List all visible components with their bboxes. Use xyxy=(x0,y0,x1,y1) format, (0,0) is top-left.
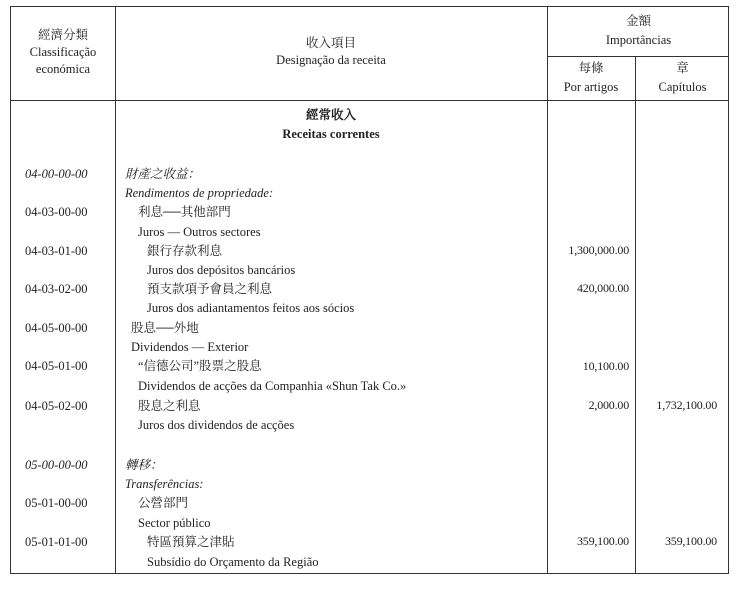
budget-table xyxy=(10,6,729,574)
row-designation-pt: Subsídio do Orçamento da Região xyxy=(147,555,319,569)
header-amounts-zh: 金額 xyxy=(625,14,651,28)
amount-capitulo: 359,100.00 xyxy=(664,534,717,548)
header-artigos-pt: Por artigos xyxy=(563,80,619,94)
amount-capitulo: 1,732,100.00 xyxy=(656,398,717,412)
row-code: 04-03-01-00 xyxy=(25,244,88,258)
amount-artigo: 10,100.00 xyxy=(582,359,629,373)
column-divider xyxy=(635,56,636,573)
row-code: 04-03-00-00 xyxy=(25,205,88,219)
amount-artigo: 420,000.00 xyxy=(576,281,629,295)
row-designation-zh: 銀行存款利息 xyxy=(147,244,223,258)
row-designation-zh: 轉移： xyxy=(125,458,163,472)
row-code: 04-05-01-00 xyxy=(25,359,88,373)
section-title-zh: 經常收入 xyxy=(305,108,356,122)
header-divider xyxy=(547,56,728,57)
row-code: 04-05-00-00 xyxy=(25,321,88,335)
row-designation-zh: 特區預算之津貼 xyxy=(147,535,235,549)
header-capitulos-zh: 章 xyxy=(676,61,689,75)
row-code: 04-05-02-00 xyxy=(25,399,88,413)
section-title-pt: Receitas correntes xyxy=(282,127,380,141)
row-code: 04-00-00-00 xyxy=(25,167,88,181)
header-classification-zh: 經濟分類 xyxy=(37,28,88,42)
amount-artigo: 1,300,000.00 xyxy=(568,243,629,257)
row-designation-pt: Juros — Outros sectores xyxy=(138,225,261,239)
amount-artigo: 2,000.00 xyxy=(588,398,629,412)
row-code: 05-01-01-00 xyxy=(25,535,88,549)
header-classification-pt: económica xyxy=(35,62,91,76)
row-designation-pt: Dividendos de acções da Companhia «Shun Tak Co.» xyxy=(138,379,407,393)
row-designation-zh: “信德公司”股票之股息 xyxy=(138,359,262,373)
row-designation-pt: Dividendos — Exterior xyxy=(131,340,249,354)
row-code: 05-01-00-00 xyxy=(25,496,88,510)
header-designation-zh: 收入項目 xyxy=(305,36,356,50)
row-designation-pt: Sector público xyxy=(138,516,211,530)
header-classification-pt: Classificação xyxy=(29,45,97,59)
row-designation-zh: 財產之收益： xyxy=(125,167,201,181)
row-designation-pt: Rendimentos de propriedade: xyxy=(125,186,274,200)
header-designation-pt: Designação da receita xyxy=(276,53,386,67)
column-divider xyxy=(115,7,116,573)
row-designation-zh: 預支款項予會員之利息 xyxy=(147,282,273,296)
row-code: 05-00-00-00 xyxy=(25,458,88,472)
row-designation-pt: Juros dos dividendos de acções xyxy=(138,418,295,432)
row-designation-zh: 利息──其他部門 xyxy=(138,205,231,219)
row-designation-pt: Juros dos adiantamentos feitos aos sócios xyxy=(147,301,355,315)
header-bottom-rule xyxy=(11,100,728,101)
row-designation-pt: Transferências: xyxy=(125,477,204,491)
row-designation-pt: Juros dos depósitos bancários xyxy=(147,263,296,277)
row-code: 04-03-02-00 xyxy=(25,282,88,296)
header-artigos-zh: 每條 xyxy=(578,61,604,75)
row-designation-zh: 股息之利息 xyxy=(138,399,201,413)
header-capitulos-pt: Capítulos xyxy=(658,80,707,94)
row-designation-zh: 公營部門 xyxy=(138,496,189,510)
row-designation-zh: 股息──外地 xyxy=(131,321,199,335)
amount-artigo: 359,100.00 xyxy=(576,534,629,548)
header-amounts-pt: Importâncias xyxy=(605,33,672,47)
